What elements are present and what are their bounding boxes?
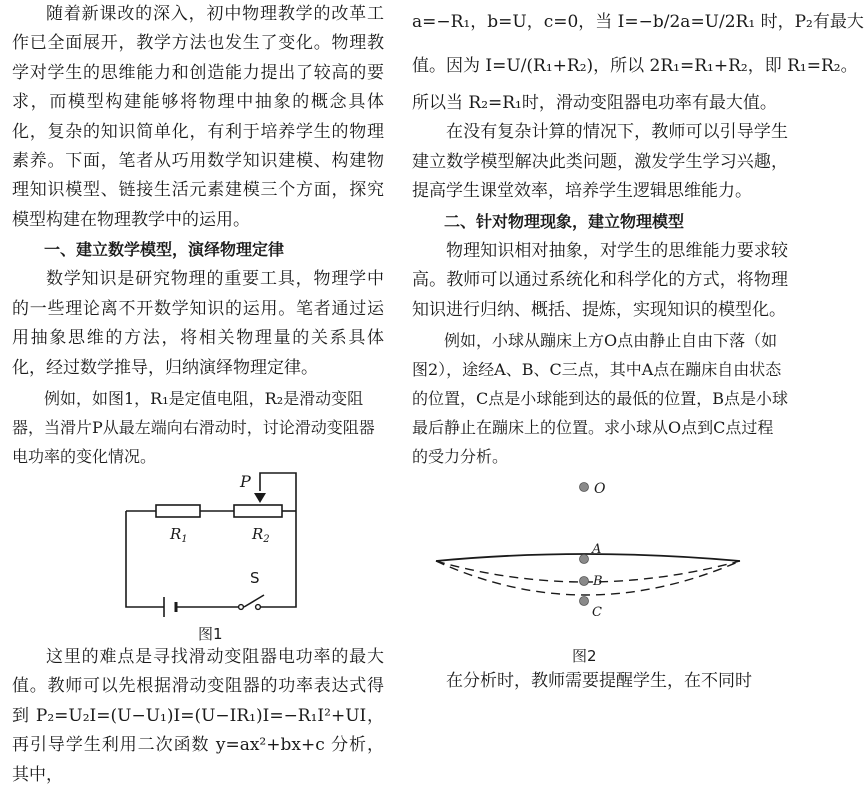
figure-1-caption: 图1	[198, 624, 223, 643]
right-column	[412, 0, 864, 696]
formula-block	[412, 0, 864, 118]
section-heading-2: 二、针对物理现象，建立物理模型	[444, 211, 685, 231]
left-column	[12, 0, 384, 791]
label-A: A	[592, 541, 602, 557]
label-R1: $R_1$	[170, 524, 188, 545]
label-C: C	[592, 604, 602, 620]
ball-B	[580, 576, 589, 585]
figure-1-circuit	[12, 471, 384, 643]
summary-paragraph: 在没有复杂计算的情况下，教师可以引导学生建立数学模型解决此类问题，激发学生学习兴趣，提高学生课堂效率，培养学生逻辑思维能力。	[412, 122, 788, 202]
formula-line-1: a=−R₁，b=U，c=0，当 I=−b/2a=U/2R₁ 时，P₂有最大	[412, 12, 864, 32]
ball-C	[580, 596, 589, 605]
analysis-paragraph: 在分析时，教师需要提醒学生，在不同时	[446, 670, 752, 691]
label-B: B	[593, 573, 603, 589]
math-model-paragraph: 数学知识是研究物理的重要工具，物理学中的一些理论离不开数学知识的运用。笔者通过运用抽象思维的方法，将相关物理量的关系具体化，经过数学推导，归纳演绎物理定律。	[12, 269, 384, 379]
trampoline-lowest-curve	[436, 561, 740, 595]
figure-2-caption: 图2	[572, 646, 597, 665]
section-heading-1: 一、建立数学模型，演绎物理定律	[44, 240, 285, 260]
figure-2-trampoline	[412, 471, 788, 667]
ball-A	[580, 554, 589, 563]
label-R2: $R_2$	[252, 524, 270, 545]
ball-O	[580, 482, 589, 491]
formula-line-2: 值。因为 I=U/(R₁+R₂)，所以 2R₁=R₁+R₂，即 R₁=R₂。	[412, 56, 858, 76]
example-2-paragraph: 例如，小球从蹦床上方O点由静止自由下落（如图2），途经A、B、C三点，其中A点在蹦床自由状态的位置，C点是小球能到达的最低的位置，B点是小球最后静止在蹦床上的位置。求小球从O点到C点过程的受力分析。	[412, 330, 789, 466]
example-1-paragraph: 例如，如图1，R₁是定值电阻，R₂是滑动变阻器，当滑片P从最左端向右滑动时，讨论滑动变阻器电功率的变化情况。	[12, 388, 375, 466]
label-slider-P: P	[240, 471, 251, 491]
intro-paragraph: 随着新课改的深入，初中物理教学的改革工作已全面展开，教学方法也发生了变化。物理教学对学生的思维能力和创造能力提出了较高的要求，而模型构建能够将物理中抽象的概念具体化，复杂的知识简单化，有利于培养学生的物理素养。下面，笔者从巧用数学知识建模、构建物理知识模型、链接生活元素建模三个方面，探究模型构建在物理教学中的运用。	[12, 4, 384, 230]
difficulty-paragraph: 这里的难点是寻找滑动变阻器电功率的最大值。教师可以先根据滑动变阻器的功率表达式得到 P₂=U₂I=(U−U₁)I=(U−IR₁)I=−R₁I²+UI，再引导学生利用二次函数 y=ax²+bx+c 分析，其中，	[12, 646, 384, 785]
formula-line-3: 所以当 R₂=R₁时，滑动变阻器电功率有最大值。	[412, 93, 777, 113]
label-switch-S: S	[250, 568, 260, 587]
label-O: O	[594, 480, 606, 497]
physics-model-paragraph: 物理知识相对抽象，对学生的思维能力要求较高。教师可以通过系统化和科学化的方式，将物理知识进行归纳、概括、提炼，实现知识的模型化。	[412, 240, 788, 320]
